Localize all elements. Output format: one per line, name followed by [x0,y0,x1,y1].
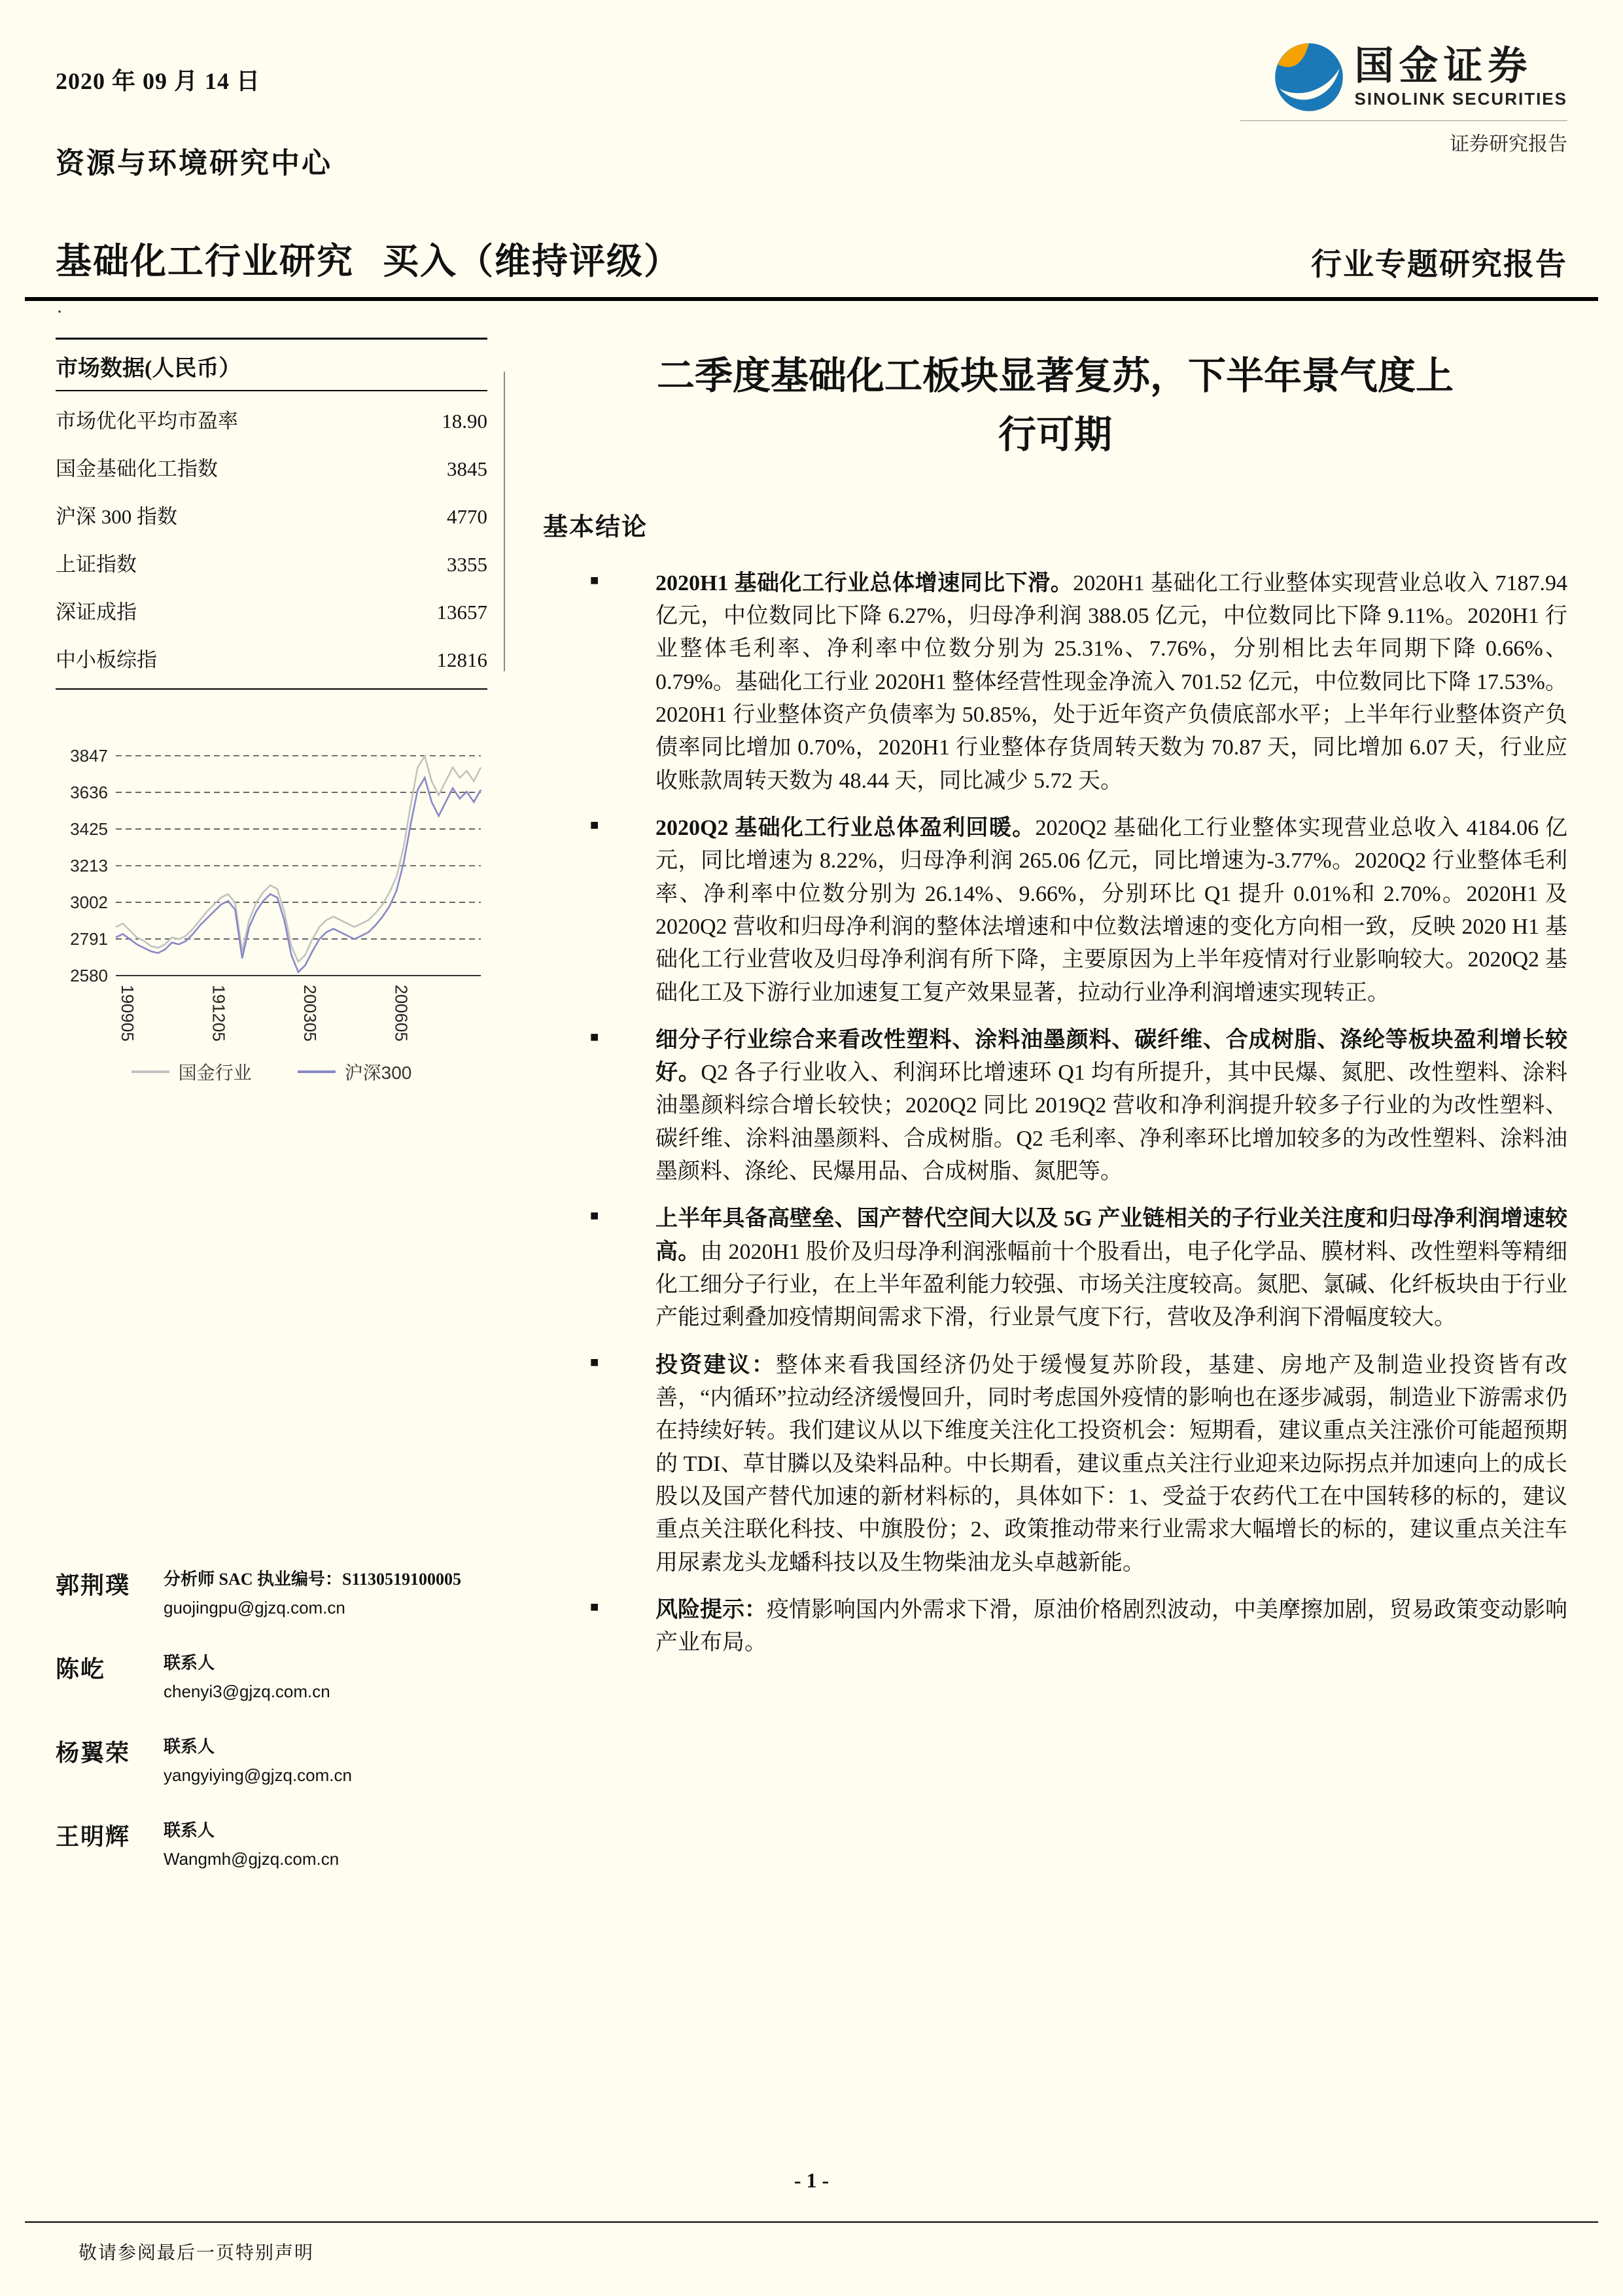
svg-text:200605: 200605 [391,985,411,1042]
bullet-list [543,567,1567,1660]
bullet-lead: 风险提示： [655,1597,767,1622]
bullet-square-icon: ■ [590,1207,599,1224]
report-header [0,232,1623,284]
analyst-role: 联系人 [164,1737,215,1756]
bullet-square-icon: ■ [590,816,599,833]
market-data-label: 国金基础化工指数 [56,457,218,480]
analyst-role: 联系人 [164,1821,215,1840]
bullet-item [590,1349,1567,1580]
market-data-value: 3355 [447,553,487,576]
bullet-body: Q2 各子行业收入、利润环比增速环 Q1 均有所提升，其中民爆、氮肥、改性塑料、涂料油墨颜料综合增长较快；2020Q2 同比 2019Q2 营收和净利润提升较多子行业的为改性塑料、碳纤维、涂料油墨颜料、合成树脂。Q2 毛利率、净利率环比增加较多的为改性塑料、涂料油墨颜料、涤纶、民爆用品、合成树脂、氮肥等。 [655,1061,1567,1184]
market-data-row [56,491,487,539]
content-area [0,322,1623,1901]
industry-title-text: 基础化工行业研究 [56,241,355,281]
market-data-row [56,395,487,443]
industry-title [56,232,681,284]
section-heading: 基本结论 [543,513,648,541]
svg-text:2791: 2791 [70,929,108,949]
analyst-email: yangyiying@gjzq.com.cn [164,1765,352,1785]
market-data-label: 市场优化平均市盈率 [56,410,238,433]
footer-rule [25,2221,1598,2223]
market-data-row [56,634,487,682]
market-data-row [56,443,487,491]
analyst-entry [56,1733,487,1786]
bullet-item [590,1594,1567,1660]
bullet-lead: 上半年具备高壁垒、国产替代空间大以及 5G 产业链相关的子行业关注度和归母净利润增速较高。 [655,1207,1567,1264]
footer-disclaimer: 敬请参阅最后一页特别声明 [79,2243,315,2263]
bullet-square-icon: ■ [590,1028,599,1045]
report-category: 行业专题研究报告 [1311,248,1567,282]
legend-item: 国金行业 [131,1059,252,1085]
chart-series-line [116,756,481,962]
bullet-body: 2020Q2 基础化工行业整体实现营业总收入 4184.06 亿元，同比增速为 8.22%，归母净利润 265.06 亿元，同比增速为-3.77%。2020Q2 行业整体毛利率、净利率中位数分别为 26.14%、9.66%，分别环比 Q1 提升 0.01%和 2.70%。2020H1 及 2020Q2 营收和归母净利润的整体法增速和中位数法增速的变化方向相一致，反映 2020 H1 基础化工行业营收及归母净利润有所下降，主要原因为上半年疫情对行业影响较大。2020Q2 基础化工及下游行业加速复工复产效果显著，拉动行业净利润增速实现转正。 [655,815,1567,1005]
analyst-email: guojingpu@gjzq.com.cn [164,1598,345,1617]
svg-text:3213: 3213 [70,856,108,876]
market-data-value: 12816 [436,648,487,671]
report-main-title: 二季度基础化工板块显著复苏，下半年景气度上行可期 [656,355,1454,456]
analyst-name: 陈屹 [56,1656,106,1682]
analyst-name: 郭荆璞 [56,1572,131,1598]
brand-name-cn: 国金证券 [1354,44,1533,88]
bullet-lead: 细分子行业综合来看改性塑料、涂料油墨颜料、碳纤维、合成树脂、涤纶等板块盈利增长较好。 [655,1027,1567,1086]
analyst-role: 联系人 [164,1653,215,1672]
bullet-body: 疫情影响国内外需求下滑，原油价格剧烈波动，中美摩擦加剧，贸易政策变动影响产业布局。 [655,1597,1567,1655]
analyst-info [164,1733,487,1786]
chart-legend [56,1059,487,1085]
analyst-email: Wangmh@gjzq.com.cn [164,1849,340,1869]
bullet-item [590,1024,1567,1189]
market-data-label: 中小板综指 [56,648,157,671]
market-data-value: 4770 [447,505,487,528]
analyst-info [164,1817,487,1869]
market-data-value: 18.90 [442,410,487,433]
research-center-name: 资源与环境研究中心 [56,147,332,179]
bullet-lead: 2020H1 基础化工行业总体增速同比下滑。 [655,571,1073,595]
main-column [543,338,1567,1901]
analyst-info [164,1566,487,1618]
market-data-row [56,586,487,634]
svg-text:3847: 3847 [70,746,108,766]
bullet-lead: 2020Q2 基础化工行业总体盈利回暖。 [655,815,1036,840]
bullet-item [590,567,1567,798]
index-chart-svg [56,745,487,1053]
svg-text:3425: 3425 [70,819,108,839]
analyst-entry [56,1566,487,1618]
analyst-name: 杨翼荣 [56,1740,131,1766]
market-data-value: 3845 [447,457,487,480]
analyst-entry [56,1817,487,1869]
legend-line-swatch [131,1070,169,1073]
svg-text:3002: 3002 [70,892,108,913]
bullet-square-icon: ■ [590,1598,599,1615]
margin-dot: · [56,301,63,323]
legend-item: 沪深300 [298,1059,412,1085]
bullet-square-icon: ■ [590,571,599,588]
bullet-body: 2020H1 基础化工行业整体实现营业总收入 7187.94 亿元，中位数同比下降 6.27%，归母净利润 388.05 亿元，中位数同比下降 9.11%。2020H1 行业整体毛利率、净利率中位数分别为 25.31%、7.76%，分别相比去年同期下降 0.66%、0.79%。基础化工行业 2020H1 整体经营性现金净流入 701.52 亿元，中位数同比下降 17.53%。2020H1 行业整体资产负债率为 50.85%，处于近年资产负债底部水平；上半年行业整体资产负债率同比增加 0.70%，2020H1 行业整体存货周转天数为 70.87 天，同比增加 6.07 天，行业应收账款周转天数为 48.44 天，同比减少 5.72 天。 [655,571,1567,793]
legend-line-swatch [298,1070,336,1073]
analyst-info [164,1650,487,1702]
svg-text:200305: 200305 [300,985,320,1042]
column-divider [504,372,505,671]
brand-block [1240,42,1567,156]
sidebar [56,338,487,1901]
svg-text:190905: 190905 [118,985,137,1042]
bullet-square-icon: ■ [590,1353,599,1370]
bullet-lead: 投资建议： [655,1352,776,1377]
market-data-value: 13657 [436,601,487,624]
bullet-item [590,812,1567,1010]
brand-text [1355,45,1567,109]
rating-label: 买入（维持评级） [383,241,682,281]
bullet-item [590,1203,1567,1334]
analyst-email: chenyi3@gjzq.com.cn [164,1682,330,1701]
chart-series-line [116,778,481,972]
analyst-entry [56,1650,487,1702]
bullet-body: 整体来看我国经济仍处于缓慢复苏阶段，基建、房地产及制造业投资皆有改善，“内循环”拉动经济缓慢回升，同时考虑国外疫情的影响也在逐步减弱，制造业下游需求仍在持续好转。我们建议从以下维度关注化工投资机会：短期看，建议重点关注涨价可能超预期的 TDI、草甘膦以及染料品种。中长期看，建议重点关注行业迎来边际拐点并加速向上的成长股以及国产替代加速的新材料标的，具体如下：1、受益于农药代工在中国转移的标的，建议重点关注联化科技、中旗股份；2、政策推动带来行业需求大幅增长的标的，建议重点关注车用尿素龙头龙蟠科技以及生物柴油龙头卓越新能。 [655,1352,1568,1575]
svg-text:3636: 3636 [70,782,108,802]
report-type-label: 证券研究报告 [1240,120,1567,156]
analyst-name: 王明辉 [56,1824,131,1850]
market-data-title: 市场数据(人民币） [56,340,487,391]
market-data-label: 沪深 300 指数 [56,505,177,528]
svg-text:191205: 191205 [209,985,229,1042]
sinolink-logo-icon [1274,42,1344,113]
bullet-body: 由 2020H1 股价及归母净利润涨幅前十个股看出，电子化学品、膜材料、改性塑料等精细化工细分子行业，在上半年盈利能力较强、市场关注度较高。氮肥、氯碱、化纤板块由于行业产能过剩叠加疫情期间需求下滑，行业景气度下行，营收及净利润下滑幅度较大。 [655,1239,1567,1330]
report-date: 2020 年 09 月 14 日 [56,68,261,94]
brand-row [1240,42,1567,113]
analyst-role: 分析师 SAC 执业编号：S1130519100005 [164,1570,462,1589]
market-data-label: 深证成指 [56,601,137,624]
market-data-rows [56,391,487,690]
market-data-row [56,539,487,586]
svg-text:2580: 2580 [70,966,108,985]
brand-name-en: SINOLINK SECURITIES [1354,89,1567,109]
index-chart-block [56,745,487,1085]
top-area [0,0,1623,181]
market-data-label: 上证指数 [56,553,137,576]
analyst-list [56,1566,487,1869]
market-data-table [56,338,487,690]
page-number: - 1 - [794,2168,829,2192]
